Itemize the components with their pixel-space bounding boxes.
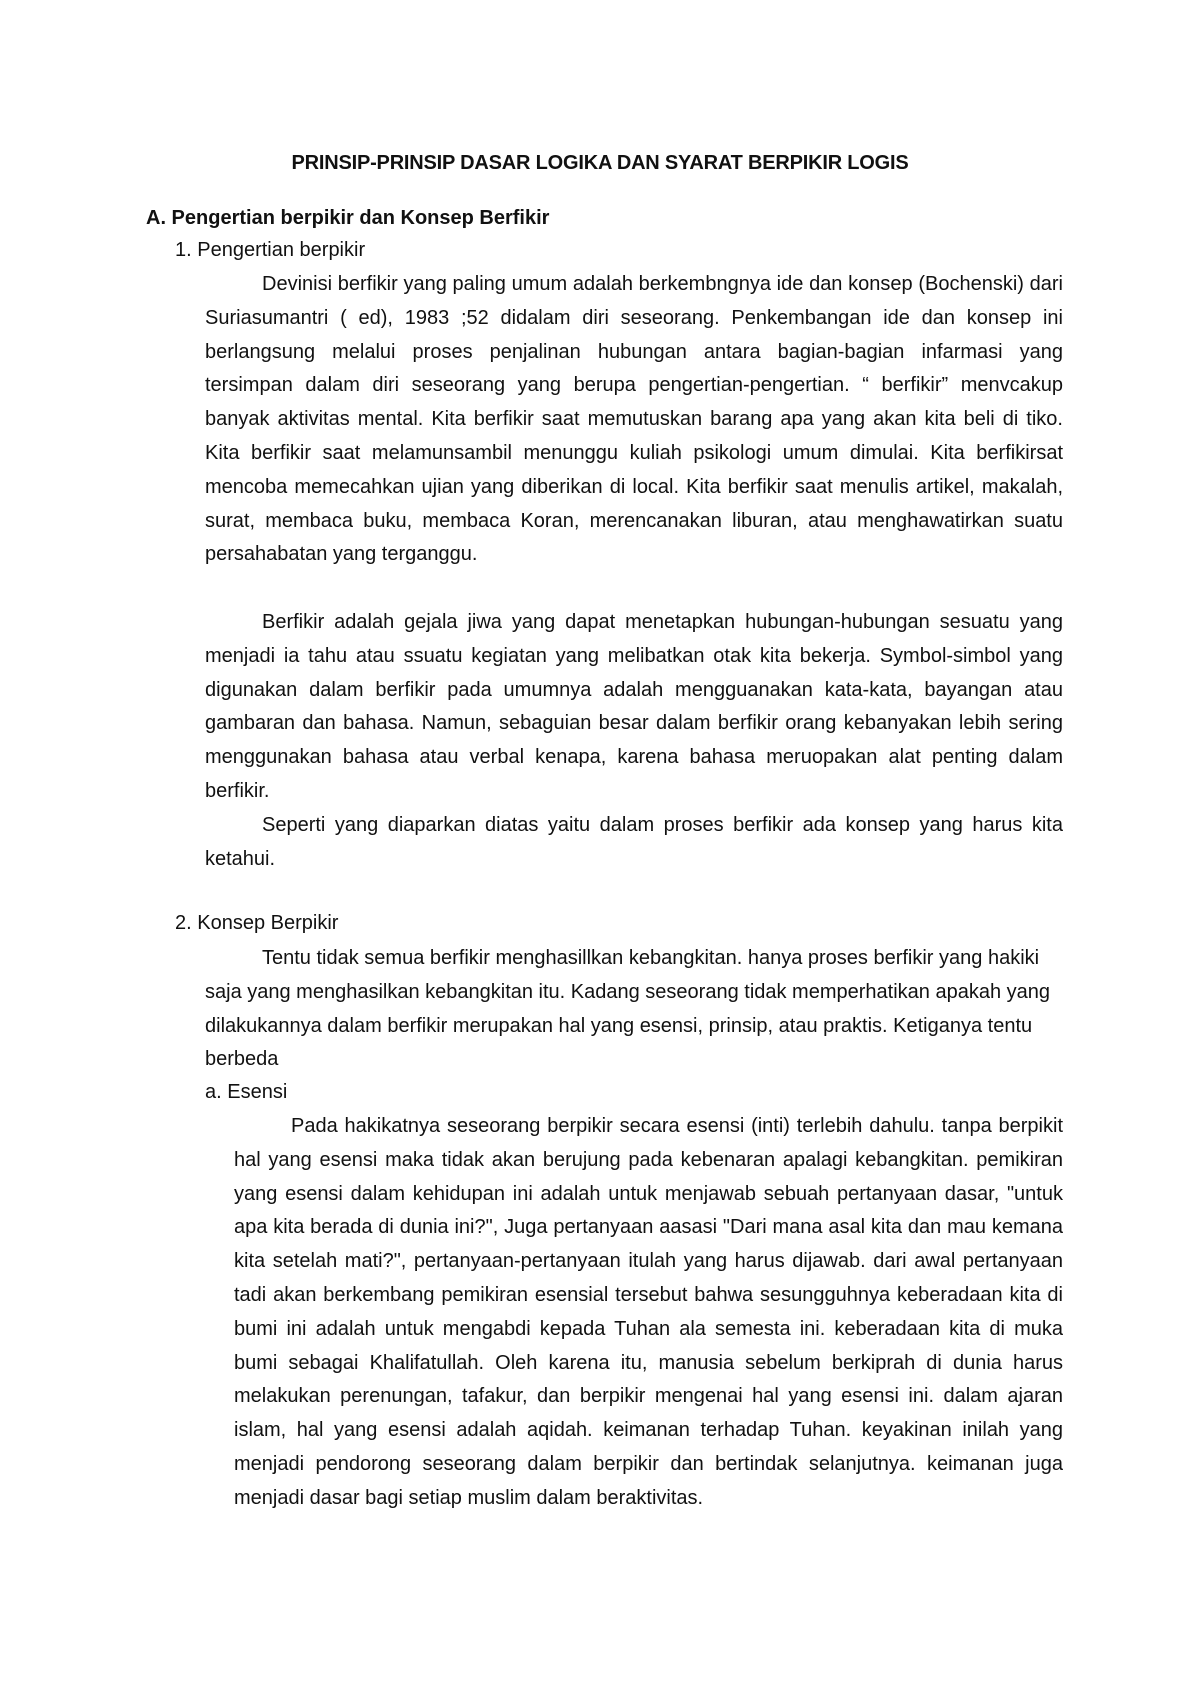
subheading-a-esensi: a. Esensi <box>205 1081 288 1103</box>
subheading-1: 1. Pengertian berpikir <box>175 239 366 261</box>
paragraph-konsep-intro: Seperti yang diaparkan diatas yaitu dalam proses berfikir ada konsep yang harus kita ketahui. <box>205 814 1063 870</box>
paragraph-konsep: Tentu tidak semua berfikir menghasillkan kebangkitan. hanya proses berfikir yang hakiki saja yang menghasilkan kebangkitan itu. Kadang seseorang tidak memperhatikan apakah yang dilakukannya dalam berfikir merupakan hal yang esensi, prinsip, atau praktis. Ketiganya tentu berbeda <box>205 947 1050 1071</box>
document-title: PRINSIP-PRINSIP DASAR LOGIKA DAN SYARAT BERPIKIR LOGIS <box>291 152 909 174</box>
subheading-2: 2. Konsep Berpikir <box>175 912 339 934</box>
paragraph-berfikir: Berfikir adalah gejala jiwa yang dapat menetapkan hubungan-hubungan sesuatu yang menjadi ia tahu atau ssuatu kegiatan yang melibatkan otak kita bekerja. Symbol-simbol yang digunakan dalam berfikir pada umumnya adalah mengguanakan kata-kata, bayangan atau gambaran dan bahasa. Namun, sebaguian besar dalam berfikir orang kebanyakan lebih sering menggunakan bahasa atau verbal kenapa, karena bahasa meruopakan alat penting dalam berfikir. <box>205 611 1063 802</box>
section-heading-a: A. Pengertian berpikir dan Konsep Berfikir <box>146 207 550 229</box>
paragraph-definition: Devinisi berfikir yang paling umum adalah berkembngnya ide dan konsep (Bochenski) dari Suriasumantri ( ed), 1983 ;52 didalam diri seseorang. Penkembangan ide dan konsep ini berlangsung melalui proses penjalinan hubungan antara bagian-bagian infarmasi yang tersimpan dalam diri seseorang yang berupa pengertian-pengertian. “ berfikir” menvcakup banyak aktivitas mental. Kita berfikir saat memutuskan barang apa yang akan kita beli di tiko. Kita berfikir saat melamunsambil menunggu kuliah psikologi umum dimulai. Kita berfikirsat mencoba memecahkan ujian yang diberikan di local. Kita berfikir saat menulis artikel, makalah, surat, membaca buku, membaca Koran, merencanakan liburan, atau menghawatirkan suatu persahabatan yang terganggu. <box>205 273 1063 566</box>
paragraph-esensi: Pada hakikatnya seseorang berpikir secara esensi (inti) terlebih dahulu. tanpa berpikit hal yang esensi maka tidak akan berujung pada kebenaran apalagi kebangkitan. pemikiran yang esensi dalam kehidupan ini adalah untuk menjawab sebuah pertanyaan dasar, "untuk apa kita berada di dunia ini?", Juga pertanyaan aasasi "Dari mana asal kita dan mau kemana kita setelah mati?", pertanyaan-pertanyaan itulah yang harus dijawab. dari awal pertanyaan tadi akan berkembang pemikiran esensial tersebut bahwa sesungguhnya keberadaan kita di bumi ini adalah untuk mengabdi kepada Tuhan ala semesta ini. keberadaan kita di muka bumi sebagai Khalifatullah. Oleh karena itu, manusia sebelum berkiprah di dunia harus melakukan perenungan, tafakur, dan berpikir mengenai hal yang esensi ini. dalam ajaran islam, hal yang esensi adalah aqidah. keimanan terhadap Tuhan. keyakinan inilah yang menjadi pendorong seseorang dalam berpikir dan bertindak selanjutnya. keimanan juga menjadi dasar bagi setiap muslim dalam beraktivitas. <box>234 1115 1063 1509</box>
